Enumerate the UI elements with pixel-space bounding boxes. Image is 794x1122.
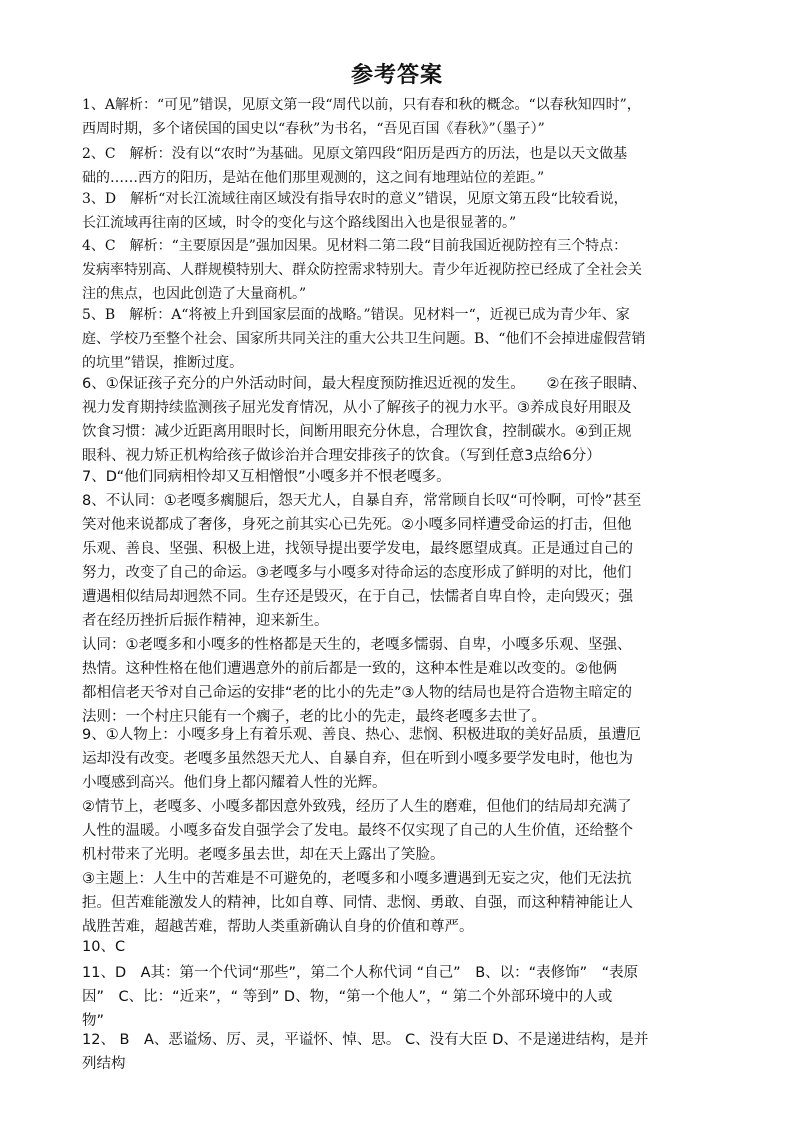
answer-10	[82, 935, 722, 959]
answer-line: 列结构	[82, 1056, 126, 1072]
answer-line: 遭遇相似结局却迥然不同。生存还是毁灭，在于自己，怯懦者自卑自怜，走向毁灭；强	[82, 589, 633, 605]
answer-line: 者在经历挫折后振作精神，迎来新生。	[82, 613, 329, 629]
answer-line: 西周时期，多个诸侯国的国史以“春秋”为书名，“吾见百国《春秋》”（墨子）”	[82, 121, 545, 137]
answer-line: 拒。但苦难能激发人的精神，比如自尊、同情、悲悯、勇敢、自强，而这种精神能让人	[82, 895, 633, 911]
answer-line: 战胜苦难，超越苦难，帮助人类重新确认自身的价值和尊严。	[82, 919, 474, 935]
answer-4	[82, 234, 722, 306]
answer-line: 热情。这种性格在他们遭遇意外的前后都是一致的，这种本性是难以改变的。②他俩	[82, 661, 617, 677]
answer-line: 法则：一个村庄只能有一个瘸子，老的比小的先走，最终老嘎多去世了。	[82, 709, 546, 725]
answer-line: 小嘎感到高兴。他们身上都闪耀着人性的光辉。	[82, 775, 387, 791]
answer-line: 庭、学校乃至整个社会、国家所共同关注的重大公共卫生问题。B、“他们不会掉进虚假营销	[82, 331, 646, 347]
page-title: 参考答案	[350, 62, 443, 88]
answer-2	[82, 142, 722, 190]
answer-line: 饮食习惯：减少近距离用眼时长，间断用眼充分休息，合理饮食，控制碳水。④到正规	[82, 424, 632, 440]
answer-line: 6、①保证孩子充分的户外活动时间，最大程度预防推迟近视的发生。 ②在孩子眼睛、	[82, 376, 647, 392]
answer-11	[82, 961, 722, 1033]
answer-5	[82, 303, 722, 375]
answer-6	[82, 372, 722, 468]
answer-7	[82, 465, 722, 489]
answer-line: 4、C 解析：“主要原因是”强加因果。见材料二第二段“目前我国近视防控有三个特点：	[82, 238, 628, 254]
answer-line: 10、C	[82, 939, 126, 955]
answer-line: 运却没有改变。老嘎多虽然怨天尤人、自暴自弃，但在听到小嘎多要学发电时，他也为	[82, 751, 633, 767]
answer-line: 11、D A其：第一个代词“那些”，第二个人称代词 “自己” B、以：“表修饰” “表原	[82, 965, 639, 981]
answer-line: ③主题上：人生中的苦难是不可避免的，老嘎多和小嘎多遭遇到无妄之灾，他们无法抗	[82, 871, 632, 887]
answer-line: 发病率特别高、人群规模特别大、群众防控需求特别大。青少年近视防控已经成了全社会关	[82, 262, 642, 278]
answer-line: 因” C、比：“近来”，“ 等到” D、物，“第一个他人”，“ 第二个外部环境中的人或	[82, 989, 613, 1005]
answer-line: 长江流域再往南的区域，时令的变化与这个路线图出入也是很显著的。”	[82, 215, 517, 231]
answer-line: ②情节上，老嘎多、小嘎多都因意外致残，经历了人生的磨难，但他们的结局却充满了	[82, 799, 632, 815]
answer-8	[82, 489, 722, 729]
answer-line: 笑对他来说都成了奢侈，身死之前其实心已先死。②小嘎多同样遭受命运的打击，但他	[82, 517, 632, 533]
answer-line: 础的……西方的阳历，是站在他们那里观测的，这之间有地理站位的差距。”	[82, 170, 545, 186]
answer-line: 乐观、善良、坚强、积极上进，找领导提出要学发电，最终愿望成真。正是通过自己的	[82, 541, 633, 557]
answer-line: 2、C 解析：没有以“农时”为基础。见原文第四段“阳历是西方的历法，也是以天文做基	[82, 146, 628, 162]
answer-line: 3、D 解析“对长江流域往南区域没有指导农时的意义”错误，见原文第五段“比较看说，	[82, 191, 628, 207]
answer-line: 1、A解析：“可见”错误，见原文第一段“周代以前，只有春和秋的概念。“以春秋知四时”，	[82, 97, 641, 113]
answer-3	[82, 187, 722, 235]
answer-line: 7、D“他们同病相怜却又互相憎恨”小嘎多并不恨老嘎多。	[82, 469, 451, 485]
answer-1	[82, 93, 722, 141]
answer-line: 努力，改变了自己的命运。③老嘎多与小嘎多对待命运的态度形成了鲜明的对比，他们	[82, 565, 632, 581]
answer-line: 都相信老天爷对自己命运的安排“老的比小的先走”③人物的结局也是符合造物主暗定的	[82, 685, 633, 701]
answer-line: 5、B 解析：A“将被上升到国家层面的战略。”错误。见材料一“，近视已成为青少年、家	[82, 307, 630, 323]
answer-line: 人性的温暖。小嘎多奋发自强学会了发电。最终不仅实现了自己的人生价值，还给整个	[82, 823, 633, 839]
answer-line: 9、①人物上：小嘎多身上有着乐观、善良、热心、悲悯、积极进取的美好品质，虽遭厄	[82, 727, 641, 743]
answer-line: 8、不认同：①老嘎多瘸腿后，怨天尤人，自暴自弃，常常顾自长叹“可怜啊，可怜”甚至	[82, 493, 642, 509]
answer-line: 12、 B A、恶谥炀、厉、灵，平谥怀、悼、思。 C、没有大臣 D、不是递进结构，是并	[82, 1032, 649, 1048]
answer-line: 眼科、视力矫正机构给孩子做诊治并合理安排孩子的饮食。（写到任意3点给6分）	[82, 448, 601, 464]
answer-line: 注的焦点，也因此创造了大量商机。”	[82, 286, 307, 302]
answer-line: 物”	[82, 1013, 105, 1029]
answer-9	[82, 723, 722, 939]
answer-12	[82, 1028, 722, 1076]
answer-line: 认同：①老嘎多和小嘎多的性格都是天生的，老嘎多懦弱、自卑，小嘎多乐观、坚强、	[82, 637, 632, 653]
answer-line: 机村带来了光明。老嘎多虽去世，却在天上露出了笑脸。	[82, 847, 445, 863]
answer-line: 的坑里”错误，推断过度。	[82, 355, 244, 371]
answer-line: 视力发育期持续监测孩子屈光发育情况，从小了解孩子的视力水平。③养成良好用眼及	[82, 400, 632, 416]
